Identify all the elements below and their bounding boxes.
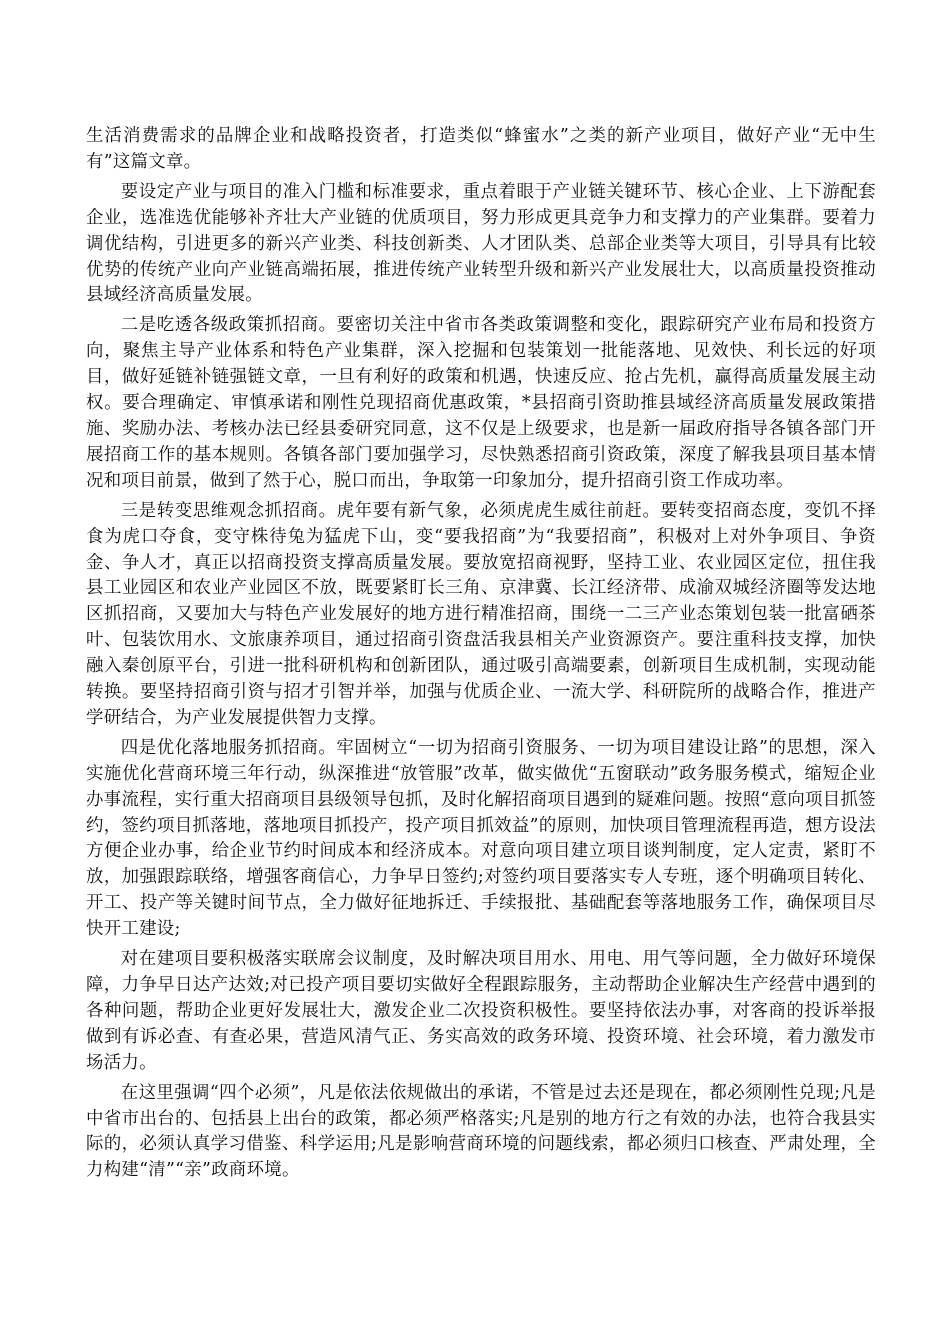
paragraph-7: 在这里强调“四个必须”，凡是依法依规做出的承诺，不管是过去还是现在，都必须刚性兑现;凡是中省市出台的、包括县上出台的政策，都必须严格落实;凡是别的地方行之有效的办法，也符合我县实际的，必须认真学习借鉴、科学运用;凡是影响营商环境的问题线索，都必须归口核查、严肃处理，全力构建“清”“亲”政商环境。: [86, 1082, 876, 1181]
paragraph-4: 三是转变思维观念抓招商。虎年要有新气象，必须虎虎生威往前赶。要转变招商态度，变饥不择食为虎口夺食，变守株待兔为猛虎下山，变“要我招商”为“我要招商”，积极对上对外争项目、争资金、争人才，真正以招商投资支撑高质量发展。要放宽招商视野，坚持工业、农业园区定位，扭住我县工业园区和农业产业园区不放，既要紧盯长三角、京津冀、长江经济带、成渝双城经济圈等发达地区抓招商，又要加大与特色产业发展好的地方进行精准招商，围绕一二三产业态策划包装一批富硒茶叶、包装饮用水、文旅康养项目，通过招商引资盘活我县相关产业资源资产。要注重科技支撑，加快融入秦创原平台，引进一批科研机构和创新团队，通过吸引高端要素，创新项目生成机制，实现动能转换。要坚持招商引资与招才引智并举，加强与优质企业、一流大学、科研院所的战略合作，推进产学研结合，为产业发展提供智力支撑。: [86, 500, 876, 728]
paragraph-2: 要设定产业与项目的准入门槛和标准要求，重点着眼于产业链关键环节、核心企业、上下游配套企业，选准选优能够补齐壮大产业链的优质项目，努力形成更具竞争力和支撑力的产业集群。要着力调优结构，引进更多的新兴产业类、科技创新类、人才团队类、总部企业类等大项目，引导具有比较优势的传统产业向产业链高端拓展，推进传统产业转型升级和新兴产业发展壮大，以高质量投资推动县域经济高质量发展。: [86, 181, 876, 306]
paragraph-3: 二是吃透各级政策抓招商。要密切关注中省市各类政策调整和变化，跟踪研究产业布局和投资方向，聚焦主导产业体系和特色产业集群，深入挖掘和包装策划一批能落地、见效快、利长远的好项目，做好延链补链强链文章，一旦有利好的政策和机遇，快速反应、抢占先机，赢得高质量发展主动权。要合理确定、审慎承诺和刚性兑现招商优惠政策，*县招商引资助推县域经济高质量发展政策措施、奖励办法、考核办法已经县委研究同意，这不仅是上级要求，也是新一届政府指导各镇各部门开展招商工作的基本规则。各镇各部门要加强学习，尽快熟悉招商引资政策，深度了解我县项目基本情况和项目前景，做到了然于心，脱口而出，争取第一印象加分，提升招商引资工作成功率。: [86, 315, 876, 491]
paragraph-5: 四是优化落地服务抓招商。牢固树立“一切为招商引资服务、一切为项目建设让路”的思想，深入实施优化营商环境三年行动，纵深推进“放管服”改革，做实做优“五窗联动”政务服务模式，缩短企业办事流程，实行重大招商项目县级领导包抓，及时化解招商项目遇到的疑难问题。按照“意向项目抓签约，签约项目抓落地，落地项目抓投产，投产项目抓效益”的原则，加快项目管理流程再造，想方设法方便企业办事，给企业节约时间成本和经济成本。对意向项目建立项目谈判制度，定人定责，紧盯不放，加强跟踪联络，增强客商信心，力争早日签约;对签约项目要落实专人专班，逐个明确项目转化、开工、投产等关键时间节点，全力做好征地拆迁、手续报批、基础配套等落地服务工作，确保项目尽快开工建设;: [86, 737, 876, 940]
paragraph-1: 生活消费需求的品牌企业和战略投资者，打造类似“蜂蜜水”之类的新产业项目，做好产业“无中生有”这篇文章。: [86, 126, 876, 172]
paragraph-6: 对在建项目要积极落实联席会议制度，及时解决项目用水、用电、用气等问题，全力做好环境保障，力争早日达产达效;对已投产项目要切实做好全程跟踪服务，主动帮助企业解决生产经营中遇到的各种问题，帮助企业更好发展壮大，激发企业二次投资积极性。要坚持依法办事，对客商的投诉举报做到有诉必查、有查必果，营造风清气正、务实高效的政务环境、投资环境、社会环境，着力激发市场活力。: [86, 949, 876, 1073]
document-page: [86, 124, 876, 1188]
